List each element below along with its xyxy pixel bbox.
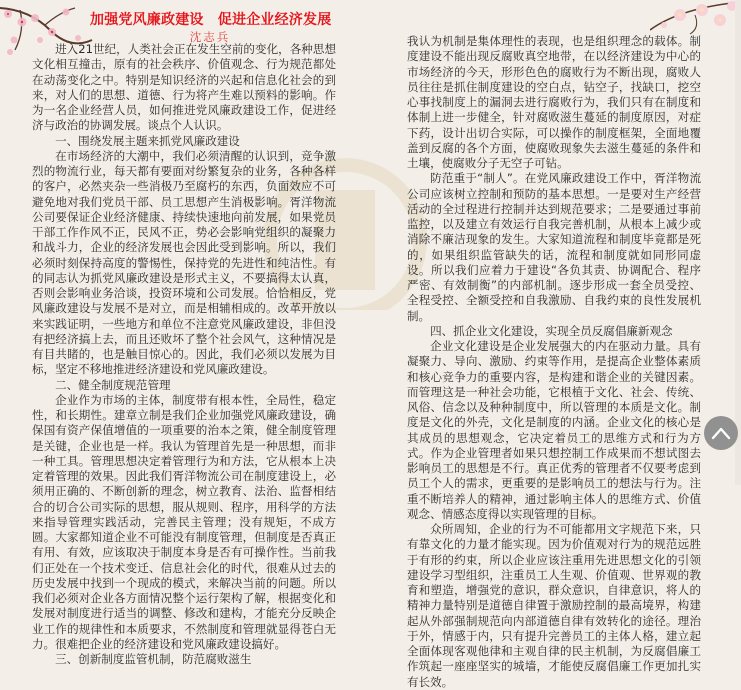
section-heading: 一、围绕发展主题来抓党风廉政建设 (55, 133, 240, 148)
scroll-to-top-button[interactable] (704, 416, 738, 450)
paragraph: 企业文化建设是企业发展强大的内在驱动力量。具有凝聚力、导向、激励、约束等作用，是提高企业整体素质和核心竞争力的重要内容，是构建和谐企业的关键因素。而管理这是一种社会功能，它根植于文化、社会、传统、风俗、信念以及种种制度中，所以管理的本质是文化。制度是文化的外壳，文化是制度的内涵。企业文化的核心是其成员的思想观念，它决定着员工的思维方式和行为方式。作为企业管理者如果只想控制工作成果而不想试图去影响员工的思想是不行。真正优秀的管理者不仅要考虑到员工个人的需求，更重要的是影响员工的想法与行为。注重不断培养人的精神，通过影响主体人的思维方式、价值观念、情感态度得以实现管理的目标。 (407, 339, 701, 521)
page-scrollbar[interactable] (735, 0, 741, 485)
article-author: 沈志兵 (189, 30, 231, 44)
paragraph: 进入21世纪，人类社会正在发生空前的变化，各种思想文化相互撞击，原有的社会秩序、价值观念、行为规范都处在动荡变化之中。特别是知识经济的兴起和信息化社会的到来，对人们的思想、道德、行为将产生难以预料的影响。作为一名企业经营人员，如何推进党风廉政建设工作，促进经济与政治的协调发展。谈点个人认识。 (32, 42, 336, 133)
section-heading: 三、创新制度监管机制，防范腐败滋生 (55, 652, 252, 666)
chevron-up-icon (711, 424, 731, 442)
paragraph: 防范重于“制人”。在党风廉政建设工作中，胥洋物流公司应该树立控制和预防的基本思想。一是要对生产经营活动的全过程进行控制并达到规范要求；二是要通过事前监控，以及建立有效运行自我完善机制，从根本上减少或消除不廉洁现象的发生。大家知道流程和制度毕竟都是死的，如果组织监管缺失的话，流程和制度就如同形同虚设。所以我们应着力于建设“各负其责、协调配合、程序严密、有效制衡”的内部机制。逐步形成一套全员受控、全程受控、全额受控和自我激励、自我约束的良性发展机制。 (407, 171, 701, 323)
paragraph: 我认为机制是集体理性的表现，也是组织理念的载体。制度建设不能出现反腐败真空地带，在以经济建设为中心的市场经济的今天，形形色色的腐败行为不断出现，腐败人员往往是抓住制度建设的空白点，钻空子，找缺口，挖空心事找制度上的漏洞去进行腐败行为，我们只有在制度和体制上进一步健全，针对腐败滋生蔓延的制度原因，对症下药，设计出切合实际，可以操作的制度框架，全面地覆盖到反腐的各个方面，使腐败现象失去滋生蔓延的条件和土壤，使腐败分子无空子可钻。 (407, 34, 701, 170)
paragraph: 企业作为市场的主体，制度带有根本性，全局性，稳定性，和长期性。建章立制是我们企业加强党风廉政建设，确保国有资产保值增值的一项重要的治本之策，健全制度管理是关键，企业也是一样。我认为管理首先是一种思想，而非一种工具。管理思想决定着管理行为和方法，它从根本上决定着管理的效果。因此我们胥洋物流公司在制度建设上，必须用正确的、不断创新的理念，树立教育、法治、监督相结合的切合公司实际的思想，服从规则、程序，用科学的方法来指导管理实践活动，完善民主管理；没有规矩，不成方圆。大家都知道企业不可能没有制度管理，但制度是否真正有用、有效，应该取决于制度本身是否有可操作性。当前我们正处在一个技术变迁、信息社会化的时代，很难从过去的历史发展中找到一个现成的模式，来解决当前的问题。所以我们必须对企业各方面情况整个运行架构了解，根据变化和发展对制度进行适当的调整、修改和建构，才能充分反映企业工作的规律性和本质要求，不然制度和管理就显得苍白无力。很难把企业的经济建设和党风廉政建设搞好。 (32, 392, 336, 651)
article-title: 加强党风廉政建设 促进企业经济发展 (90, 12, 332, 28)
article-column-left (32, 42, 336, 667)
section-heading: 四、抓企业文化建设，实现全员反腐倡廉新观念 (430, 323, 673, 338)
section-heading: 二、健全制度规范管理 (55, 377, 171, 392)
paragraph: 在市场经济的大潮中，我们必须清醒的认识到，竞争激烈的物流行业，每天都有要面对纷繁复杂的业务，各种各样的客户，必然夹杂一些消极乃至腐朽的东西，负面效应不可避免地对我们党员干部、员工思想产生消极影响。胥洋物流公司要保证企业经济健康、持续快速地向前发展，如果党员干部工作作风不正，民风不正，势必会影响党组织的凝聚力和战斗力，企业的经济发展也会因此受到影响。所以，我们必须时刻保持高度的警惕性，保持党的先进性和纯洁性。有的同志认为抓党风廉政建设是形式主义，不要搞得太认真，否则会影响业务洽谈，投资环境和公司发展。恰恰相反，党风廉政建设与发展不是对立，而是相辅相成的。改革开放以来实践证明，一些地方和单位不注意党风廉政建设，非但没有把经济搞上去，而且还败坏了整个社会风气，这种情况是有目共睹的，也是触目惊心的。因此，我们必须以发展为目标，坚定不移地推进经济建设和党风廉政建设。 (32, 148, 336, 377)
article-column-right (407, 34, 701, 690)
paragraph: 众所周知，企业的行为不可能都用文字规范下来，只有靠文化的力量才能实现。因为价值观对行为的规范远胜于有形的约束，所以企业应该注重用先进思想文化的引领建设学习型组织，注重员工人生观、价值观、世界观的教育和塑造，增强党的意识，群众意识，自律意识，将人的精神力量特别是道德自律置于激励控制的最高境界，构建起从外部强制规范向内部道德自律有效转化的途径。理治于外，情感于内，只有提升完善员工的主体人格，建立起全面体现客观他律和主观自律的民主机制，为反腐倡廉工作筑起一座座坚实的城墙，才能使反腐倡廉工作更加扎实有长效。 (407, 522, 701, 689)
plum-blossom-decoration (650, 0, 741, 35)
